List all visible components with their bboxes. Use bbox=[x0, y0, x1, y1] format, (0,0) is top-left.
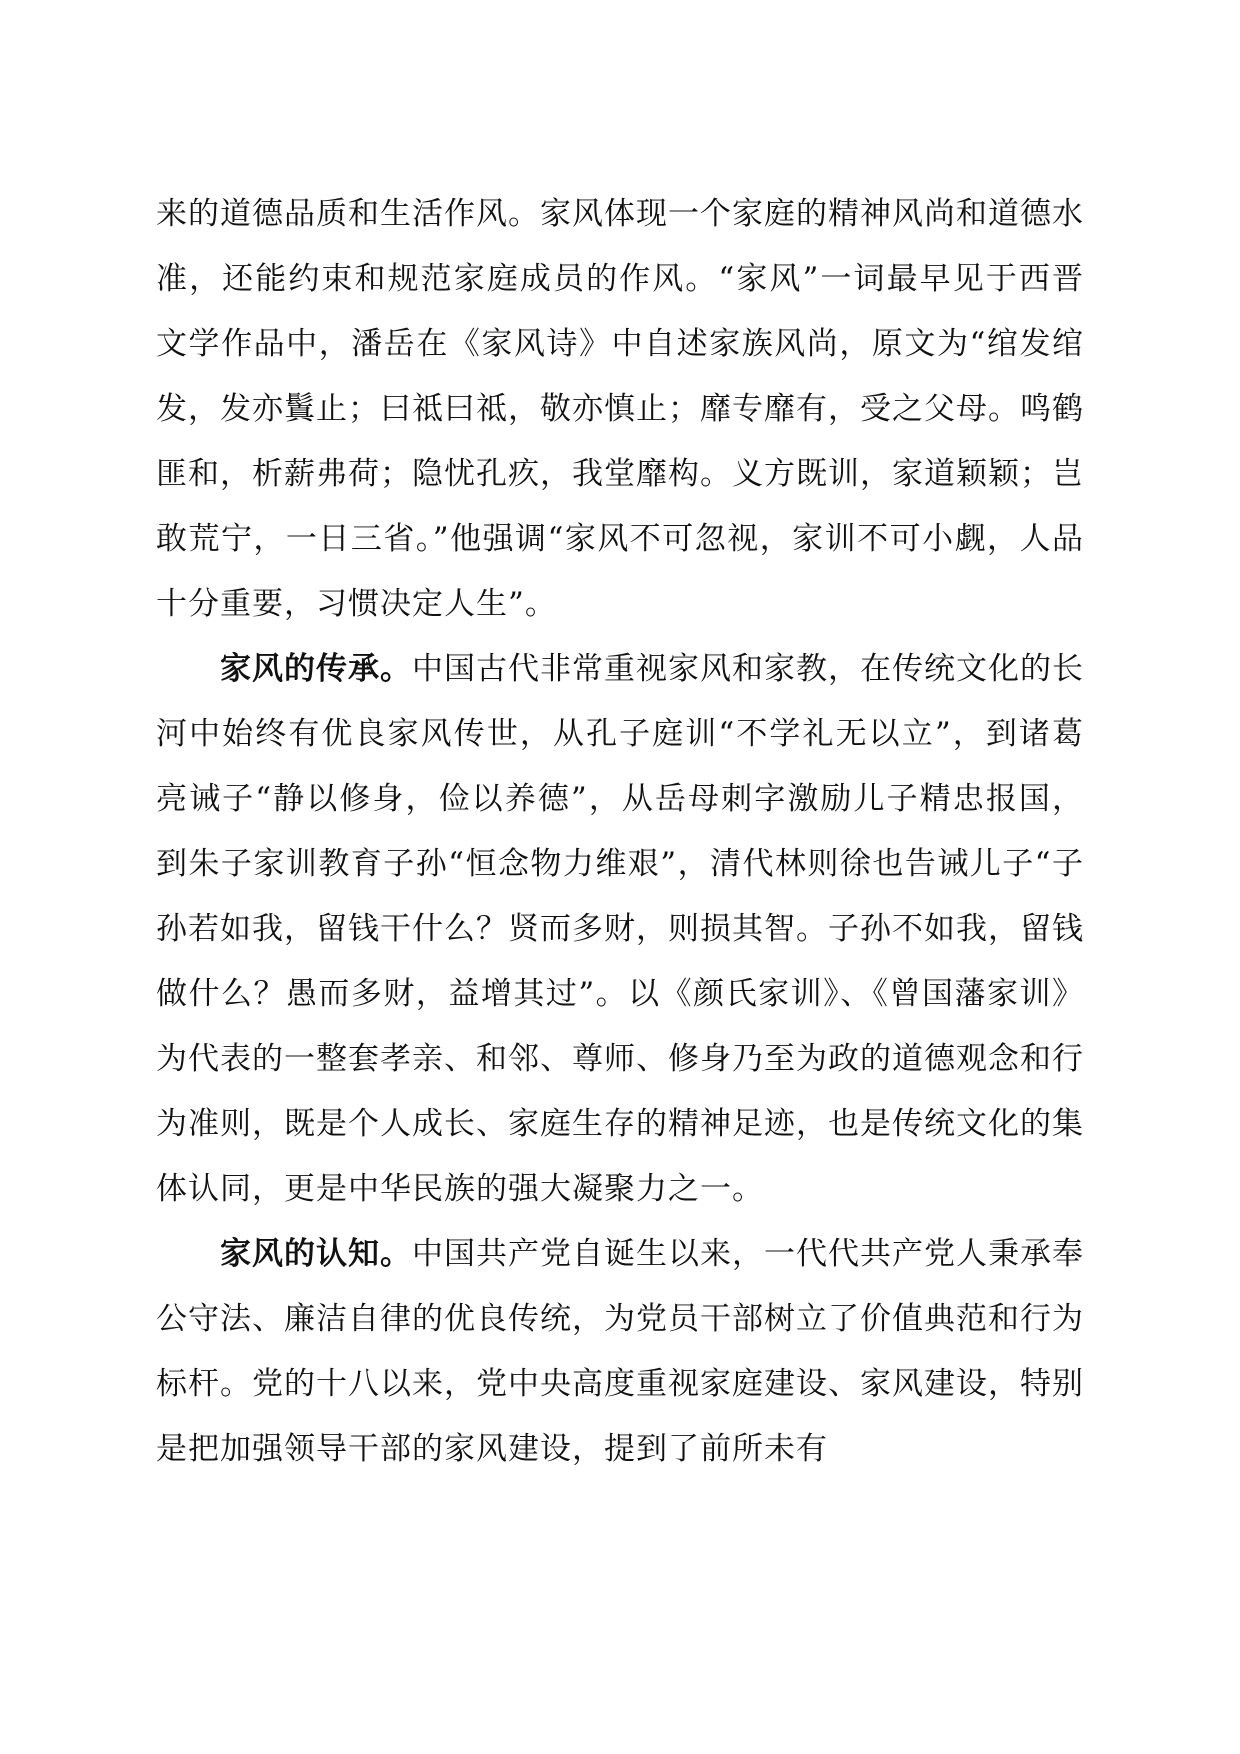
paragraph-inheritance bbox=[156, 637, 1084, 1222]
document-body bbox=[156, 182, 1084, 1482]
paragraph-continuation bbox=[156, 182, 1084, 637]
paragraph-heading: 家风的传承。 bbox=[220, 651, 412, 687]
paragraph-text: 中国古代非常重视家风和家教，在传统文化的长河中始终有优良家风传世，从孔子庭训“不学礼无以立”，到诸葛亮诫子“静以修身，俭以养德”，从岳母刺字激励儿子精忠报国，到朱子家训教育子孙“恒念物力维艰”，清代林则徐也告诫儿子“子孙若如我，留钱干什么？贤而多财，则损其智。子孙不如我，留钱做什么？愚而多财，益增其过”。以《颜氏家训》、《曾国藩家训》为代表的一整套孝亲、和邻、尊师、修身乃至为政的道德观念和行为准则，既是个人成长、家庭生存的精神足迹，也是传统文化的集体认同，更是中华民族的强大凝聚力之一。 bbox=[156, 651, 1084, 1207]
paragraph-text: 中国共产党自诞生以来，一代代共产党人秉承奉公守法、廉洁自律的优良传统，为党员干部树立了价值典范和行为标杆。党的十八以来，党中央高度重视家庭建设、家风建设，特别是把加强领导干部的家风建设，提到了前所未有 bbox=[156, 1236, 1084, 1467]
paragraph-heading: 家风的认知。 bbox=[220, 1236, 412, 1272]
paragraph-text: 来的道德品质和生活作风。家风体现一个家庭的精神风尚和道德水准，还能约束和规范家庭成员的作风。“家风”一词最早见于西晋文学作品中，潘岳在《家风诗》中自述家族风尚，原文为“绾发绾发，发亦鬒止；曰祗曰祗，敬亦慎止；靡专靡有，受之父母。鸣鹤匪和，析薪弗荷；隐忧孔疚，我堂靡构。义方既训，家道颖颖；岂敢荒宁，一日三省。”他强调“家风不可忽视，家训不可小觑，人品十分重要，习惯决定人生”。 bbox=[156, 196, 1084, 622]
paragraph-cognition bbox=[156, 1222, 1084, 1482]
